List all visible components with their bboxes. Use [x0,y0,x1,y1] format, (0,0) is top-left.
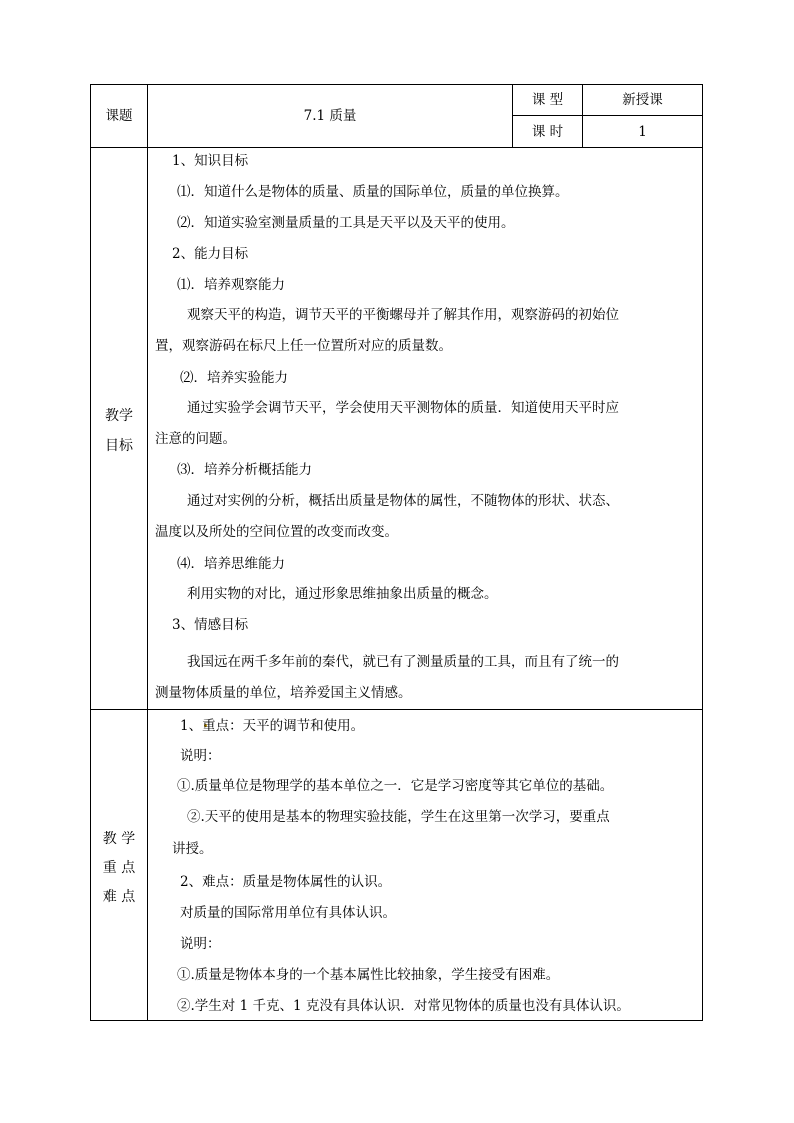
keypoints-label-line-1: 教 学 [102,831,136,847]
keypoints-label-line-3: 难 点 [102,889,136,905]
header-divider [512,115,703,116]
keypoint-line: 1、重点：天平的调节和使用。 [180,718,365,734]
goal-line: ⑵．培养实验能力 [180,370,288,386]
goals-label-line-1: 教学 [105,408,133,424]
type-label: 课 型 [531,92,564,108]
goal-line: ⑷．培养思维能力 [177,556,285,572]
table-border-right [702,84,703,1021]
goal-line: ⑴．知道什么是物体的质量、质量的国际单位，质量的单位换算。 [177,184,569,200]
goal-line: ⑵．知道实验室测量质量的工具是天平以及天平的使用。 [177,215,515,231]
topic-label: 课题 [105,108,133,124]
keypoint-line: 对质量的国际常用单位有具体认识。 [180,905,396,921]
row-divider-1 [90,147,703,148]
keypoint-line: 说明： [180,936,221,952]
label-column-divider [147,84,148,1021]
keypoint-line: ②.天平的使用是基本的物理实验技能，学生在这里第一次学习，要重点 [187,809,610,825]
keypoint-line: ②.学生对 1 千克、1 克没有具体认识．对常见物体的质量也没有具体认识。 [177,998,630,1014]
keypoint-line: 讲授。 [172,841,213,857]
table-border-top [90,84,703,85]
table-border-left [90,84,91,1021]
goal-line: ⑶．培养分析概括能力 [177,462,312,478]
goal-line: 温度以及所处的空间位置的改变而改变。 [155,524,398,540]
keypoint-line: 2、难点：质量是物体属性的认识。 [180,874,392,890]
topic-title: 7.1 质量 [303,108,357,124]
goal-line: 置，观察游码在标尺上任一位置所对应的质量数。 [155,338,452,354]
goal-line: 3、情感目标 [172,617,249,633]
goal-line: 1、知识目标 [172,153,249,169]
goal-line: 注意的问题。 [155,431,236,447]
goal-line: 利用实物的对比，通过形象思维抽象出质量的概念。 [187,586,498,602]
goal-line: 通过实验学会调节天平，学会使用天平测物体的质量．知道使用天平时应 [187,400,619,416]
keypoints-label-line-2: 重 点 [102,860,136,876]
goal-line: ⑴．培养观察能力 [177,277,285,293]
goals-label-line-2: 目标 [105,438,133,454]
keypoint-line: ①.质量单位是物理学的基本单位之一．它是学习密度等其它单位的基础。 [177,778,614,794]
hours-label: 课 时 [531,124,564,140]
goal-line: 我国远在两千多年前的秦代，就已有了测量质量的工具，而且有了统一的 [187,654,619,670]
keypoint-line: ①.质量是物体本身的一个基本属性比较抽象，学生接受有困难。 [177,967,560,983]
type-value: 新授课 [622,92,663,108]
table-border-bottom [90,1020,703,1021]
goal-line: 2、能力目标 [172,246,249,262]
goal-line: 通过对实例的分析，概括出质量是物体的属性，不随物体的形状、状态、 [187,493,619,509]
hours-value: 1 [638,124,647,140]
keypoint-line: 说明： [180,748,221,764]
row-divider-2 [90,709,703,710]
goal-line: 观察天平的构造，调节天平的平衡螺母并了解其作用，观察游码的初始位 [187,307,619,323]
goal-line: 测量物体质量的单位，培养爱国主义情感。 [155,685,412,701]
